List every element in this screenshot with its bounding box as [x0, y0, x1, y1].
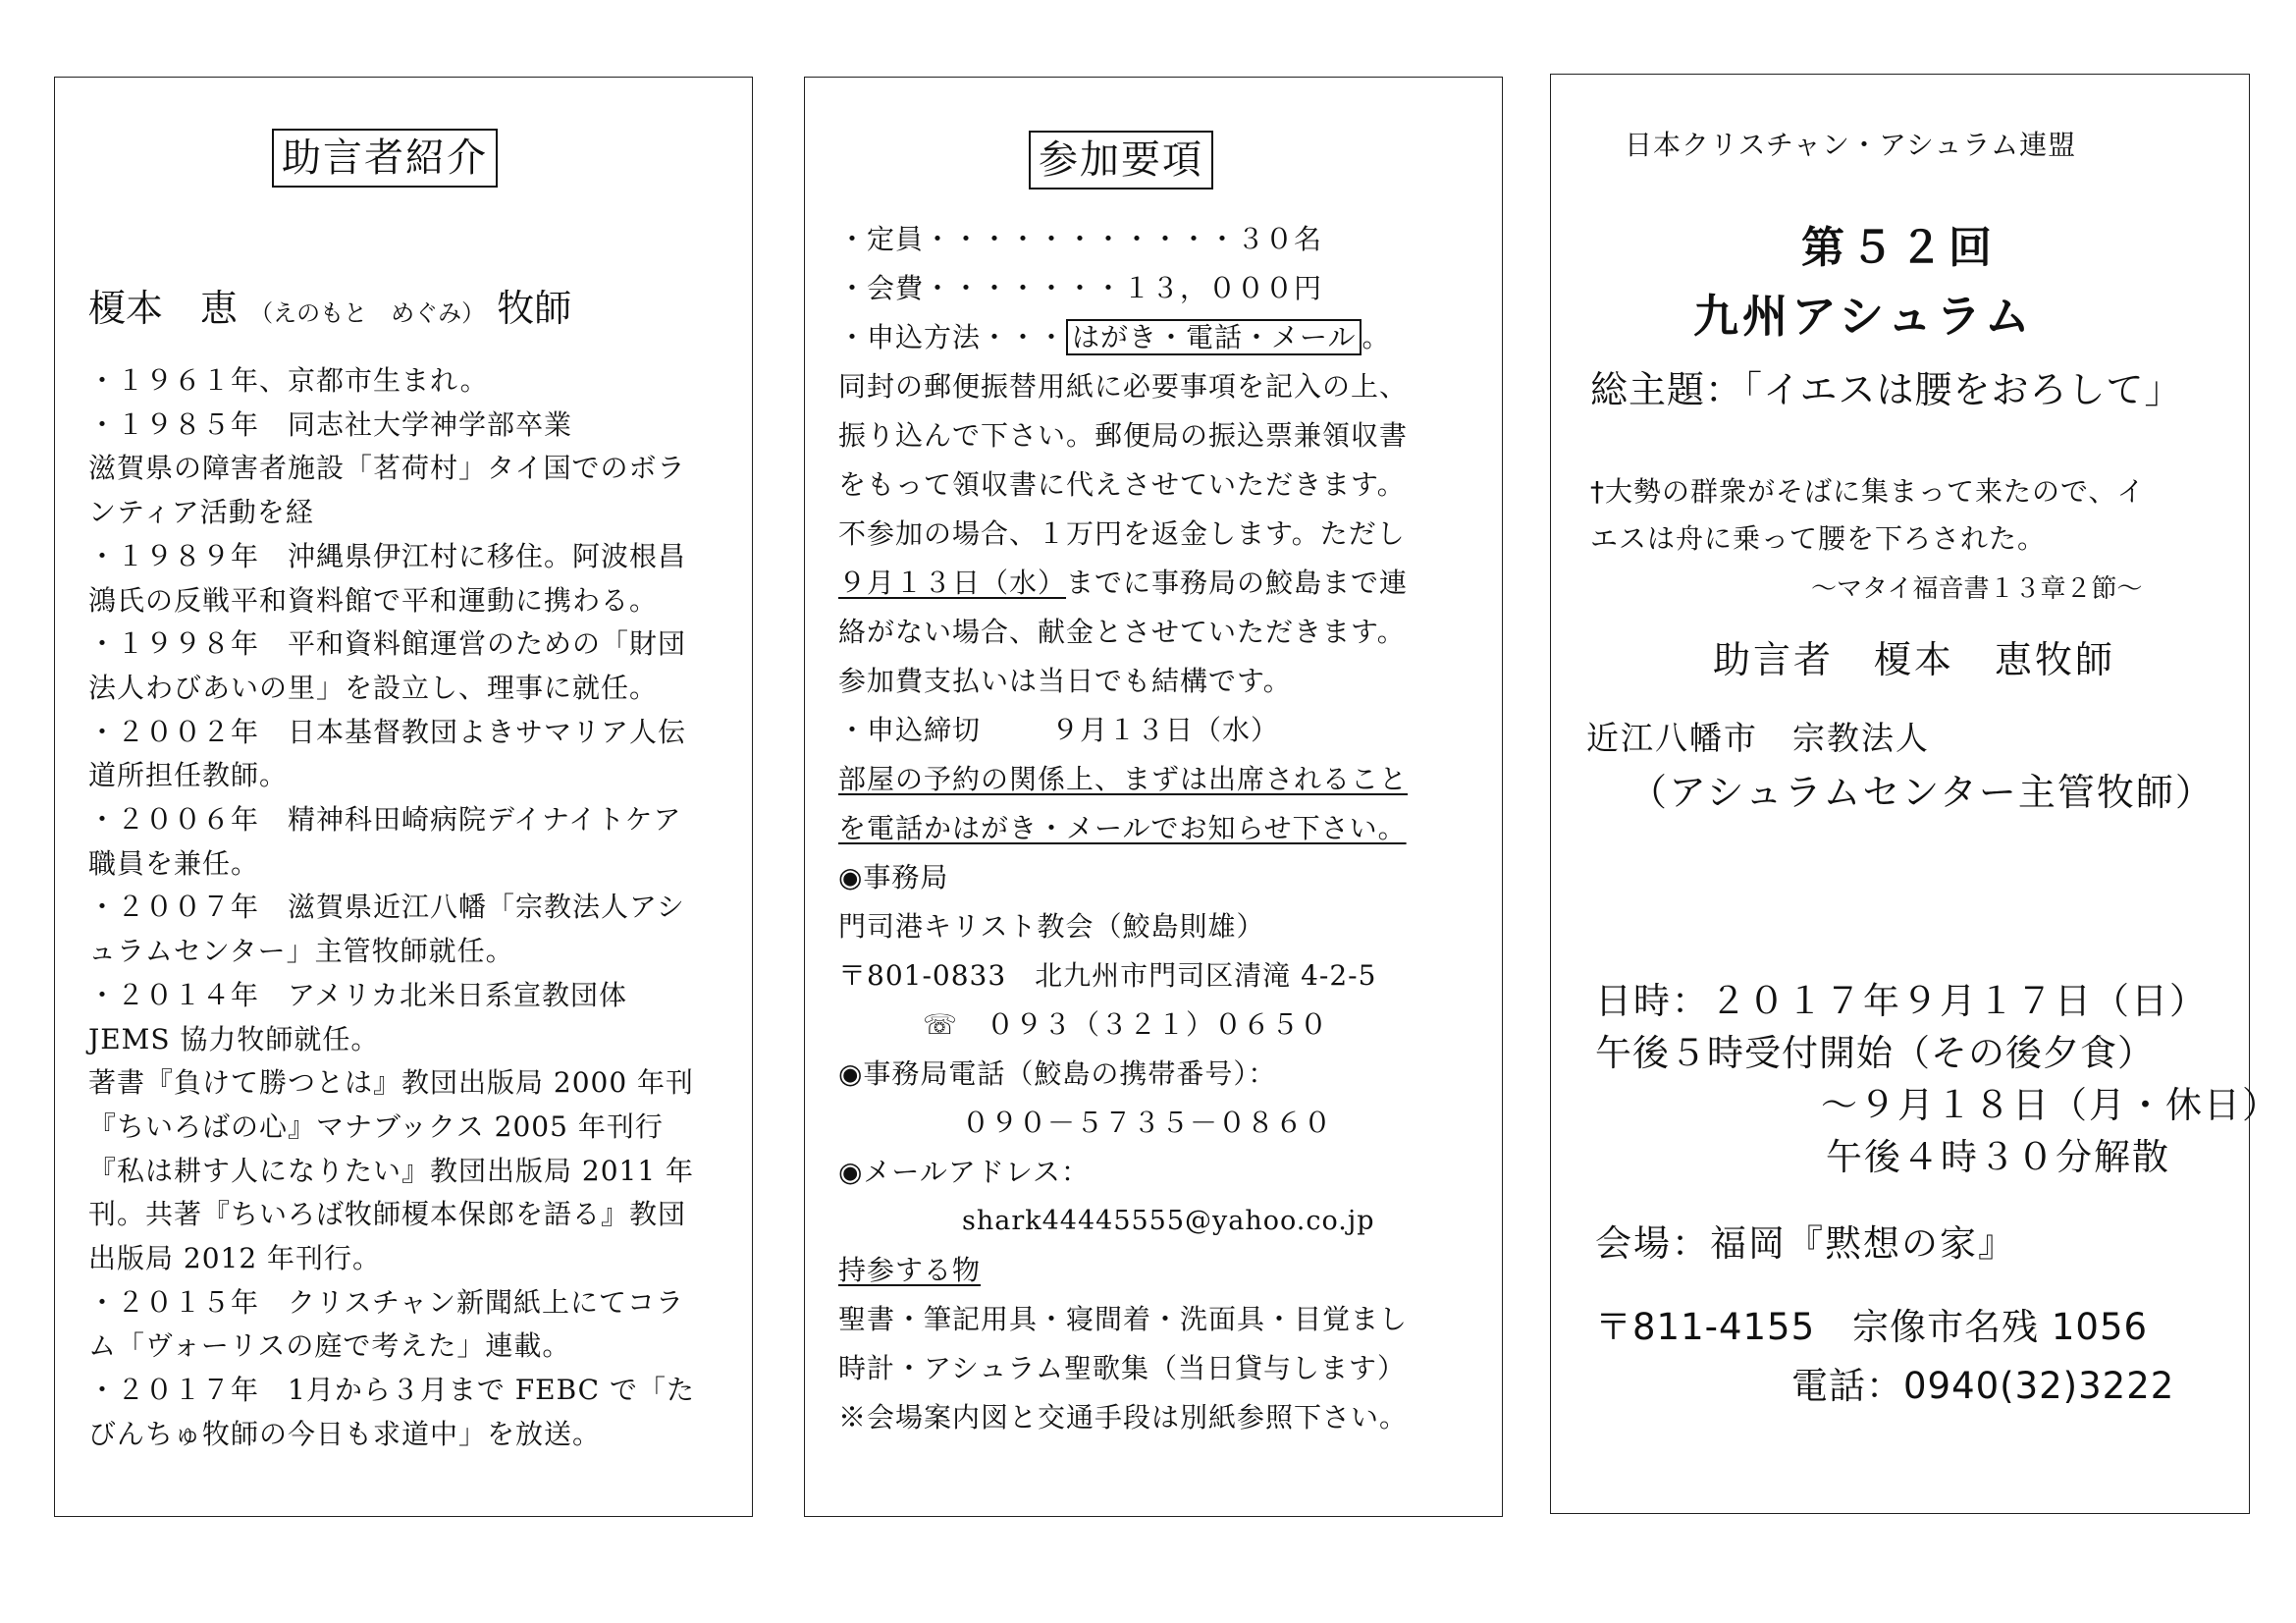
bring-label: 持参する物: [838, 1254, 982, 1286]
mobile-number: ０９０－５７３５－０８６０: [962, 1107, 1333, 1139]
bio-line: ・１９９８年 平和資料館運営のための「財団: [88, 627, 687, 661]
bio-line: ・２００２年 日本基督教団よきサマリア人伝: [88, 715, 687, 748]
event-name: 九州アシュラム: [1693, 290, 2034, 343]
bio-line: 法人わびあいの里」を設立し、理事に就任。: [88, 671, 659, 704]
venue-address: 〒811-4155 宗像市名残 1056: [1595, 1306, 2149, 1348]
bio-line: 著書『負けて勝つとは』教団出版局 2000 年刊: [88, 1066, 695, 1100]
bio-line: 『私は耕す人になりたい』教団出版局 2011 年: [88, 1154, 695, 1187]
advisor-name-line: [88, 278, 571, 332]
date-line-2: 午後５時受付開始（その後夕食）: [1595, 1032, 2155, 1074]
date-line-3: ～９月１８日（月・休日）: [1821, 1084, 2280, 1126]
office-phone: ☏ ０９３（３２１）０６５０: [923, 1008, 1329, 1041]
bio-line: ・１９６１年、京都市生まれ。: [88, 364, 489, 397]
bio-line: 道所担任教師。: [88, 759, 289, 792]
participation-title: 参加要項: [1029, 131, 1213, 189]
bio-line: ・２０１７年 1月から３月まで FEBC で「た: [88, 1374, 696, 1407]
fee-line: ・会費・・・・・・・１３，０００円: [838, 272, 1323, 304]
advisor-name-reading: （えのもと めぐみ）: [249, 299, 486, 327]
verse-line-1: †大勢の群衆がそばに集まって来たので、イ: [1590, 475, 2146, 508]
bio-line: ・２００７年 滋賀県近江八幡「宗教法人アシ: [88, 891, 685, 924]
payment-line-2: 振り込んで下さい。郵便局の振込票兼領収書: [838, 419, 1409, 452]
bio-line: 出版局 2012 年刊行。: [88, 1242, 382, 1274]
capacity-line: ・定員・・・・・・・・・・・３０名: [838, 223, 1323, 255]
refund-line-2: 絡がない場合、献金とさせていただきます。: [838, 616, 1406, 648]
bio-line: 『ちいろばの心』マナブックス 2005 年刊行: [88, 1109, 664, 1143]
verse-line-2: エスは舟に乗って腰を下ろされた。: [1590, 522, 2047, 555]
apply-method-boxed: はがき・電話・メール: [1066, 319, 1362, 355]
office-address: 〒801-0833 北九州市門司区清滝 4-2-5: [838, 959, 1377, 992]
bio-line: ンティア活動を経: [88, 496, 314, 529]
advisor-intro-panel: [54, 77, 753, 1517]
apply-method-suffix: 。: [1362, 321, 1391, 353]
bio-line: ュラムセンター」主管牧師就任。: [88, 935, 514, 968]
verse-reference: ～マタイ福音書１３章２節～: [1811, 574, 2143, 604]
advisor-name: 榎本 恵: [88, 287, 239, 330]
office-label: ◉事務局: [838, 861, 949, 893]
advisor-intro-title: 助言者紹介: [272, 129, 498, 188]
bio-line: びんちゅ牧師の今日も求道中」を放送。: [88, 1417, 602, 1450]
bio-line: ・２０１４年 アメリカ北米日系宣教団体: [88, 978, 628, 1011]
bio-line: 職員を兼任。: [88, 846, 260, 880]
payment-line-4: 不参加の場合、１万円を返金します。ただし: [838, 517, 1406, 550]
apply-method-line: [838, 321, 1390, 354]
event-panel: [1550, 74, 2280, 1514]
bio-line: 滋賀県の障害者施設「茗荷村」タイ国でのボラ: [88, 452, 686, 485]
bio-line: ・１９８９年 沖縄県伊江村に移住。阿波根昌: [88, 539, 687, 572]
participation-panel: [804, 77, 1503, 1517]
venue: 会場：福岡『黙想の家』: [1595, 1222, 2016, 1265]
closing-label: ・申込締切: [838, 714, 982, 746]
refund-deadline-line: [838, 567, 1408, 600]
advisor-headline: 助言者 榎本 恵牧師: [1713, 638, 2116, 681]
bio-line: 鴻氏の反戦平和資料館で平和運動に携わる。: [88, 583, 659, 617]
bring-line-2: 時計・アシュラム聖歌集（当日貸与します）: [838, 1352, 1407, 1384]
notice-line-1: 部屋の予約の関係上、まずは出席されること: [838, 763, 1409, 795]
apply-method-label: ・申込方法・・・: [838, 321, 1067, 353]
mobile-label: ◉事務局電話（鮫島の携帯番号）：: [838, 1057, 1277, 1090]
bio-line: JEMS 協力牧師就任。: [88, 1022, 380, 1055]
bring-line-1: 聖書・筆記用具・寝間着・洗面具・目覚まし: [838, 1303, 1409, 1335]
date-line-1: 日時：２０１７年９月１７日（日）: [1595, 980, 2208, 1022]
bio-line: ・２００６年 精神科田崎病院デイナイトケア: [88, 803, 682, 836]
refund-line-3: 参加費支払いは当日でも結構です。: [838, 665, 1292, 697]
notice-line-2: を電話かはがき・メールでお知らせ下さい。: [838, 812, 1407, 844]
bio-line: ・１９８５年 同志社大学神学部卒業: [88, 407, 573, 441]
refund-deadline-text: までに事務局の鮫島まで連: [1066, 567, 1409, 599]
affiliation-line-1: 近江八幡市 宗教法人: [1586, 719, 1930, 757]
main-theme: 総主題：「イエスは腰をおろして」: [1590, 368, 2183, 411]
bio-line: ・２０１５年 クリスチャン新聞紙上にてコラ: [88, 1285, 685, 1319]
venue-phone: 電話：0940(32)3222: [1791, 1365, 2175, 1407]
bring-line-3: ※会場案内図と交通手段は別紙参照下さい。: [838, 1401, 1409, 1434]
closing-line: [838, 714, 1279, 747]
payment-line-3: をもって領収書に代えさせていただきます。: [838, 468, 1406, 501]
organization-name: 日本クリスチャン・アシュラム連盟: [1625, 129, 2077, 161]
payment-line-1: 同封の郵便振替用紙に必要事項を記入の上、: [838, 370, 1409, 403]
edition-number: 第５２回: [1801, 223, 1998, 273]
email-label: ◉メールアドレス：: [838, 1156, 1091, 1188]
affiliation-line-2: （アシュラムセンター主管牧師）: [1629, 771, 2215, 814]
office-church: 門司港キリスト教会（鮫島則雄）: [838, 910, 1265, 943]
bio-line: ム「ヴォーリスの庭で考えた」連載。: [88, 1329, 571, 1363]
bio-line: 刊。共著『ちいろば牧師榎本保郎を語る』教団: [88, 1198, 687, 1231]
closing-date: ９月１３日（水）: [1051, 714, 1280, 746]
advisor-role: 牧師: [497, 287, 572, 330]
refund-deadline-date: ９月１３日（水）: [838, 567, 1067, 599]
email-address: shark44445555@yahoo.co.jp: [962, 1206, 1375, 1236]
date-line-4: 午後４時３０分解散: [1826, 1136, 2170, 1178]
